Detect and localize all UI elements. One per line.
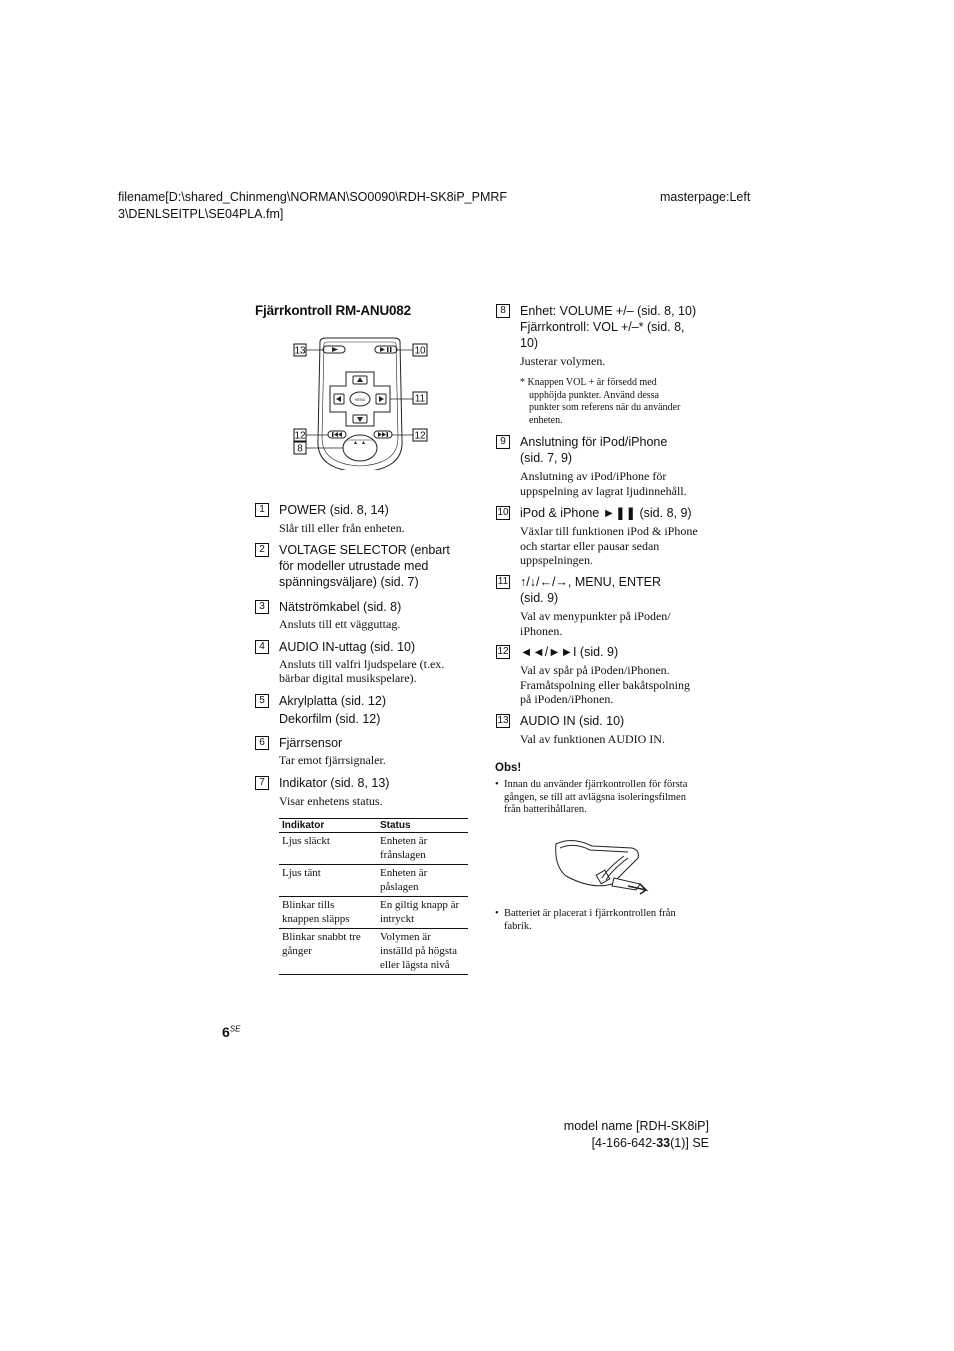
cell-line: frånslagen — [380, 849, 426, 861]
page-number-value: 6 — [222, 1024, 230, 1040]
item-label: Nätströmkabel (sid. 8) — [279, 600, 402, 614]
next-glyph — [378, 432, 388, 437]
notes-title: Obs! — [495, 762, 522, 774]
item-label: Indikator (sid. 8, 13) — [279, 776, 390, 790]
item-number: 7 — [255, 776, 269, 790]
table-row — [279, 865, 468, 897]
note-line: gången, se till att avlägsna isoleringsfilmen — [504, 791, 686, 803]
item-label-line: Dekorfilm (sid. 12) — [279, 712, 381, 726]
item-label-line: ↑/↓/←/→, MENU, ENTER — [520, 575, 661, 589]
item-label-line: Akrylplatta (sid. 12) — [279, 694, 386, 708]
footnote-line: punkter som referens när du använder — [529, 402, 681, 413]
cell-line: Enheten är — [380, 835, 428, 847]
table-cell — [377, 929, 468, 975]
item-label-line: (sid. 9) — [520, 591, 559, 605]
item-label: ◄◄/►►I (sid. 9) — [520, 645, 619, 659]
item-number: 12 — [497, 646, 509, 657]
cell-line: Enheten är — [380, 867, 428, 879]
cell-line: Blinkar tills — [282, 899, 335, 911]
indicator-table — [279, 818, 468, 975]
callout-8: 8 — [297, 443, 303, 455]
item-desc: och startar eller pausar sedan — [520, 538, 660, 553]
item-label-line: Enhet: VOLUME +/– (sid. 8, 10) — [520, 304, 697, 318]
item-desc: Slår till eller från enheten. — [279, 521, 405, 535]
cell-line: intryckt — [380, 913, 415, 925]
table-cell — [377, 865, 468, 897]
item-number: 6 — [255, 736, 269, 750]
table-row — [279, 897, 468, 929]
cell-line: En giltig knapp är — [380, 899, 460, 911]
item-number: 2 — [255, 543, 269, 557]
model-name: model name [RDH-SK8iP] — [563, 1119, 709, 1133]
item-label: AUDIO IN (sid. 10) — [520, 714, 625, 728]
callout-10: 10 — [414, 345, 426, 357]
item-desc: Val av funktionen AUDIO IN. — [520, 732, 665, 746]
play-pause-glyph — [380, 347, 392, 352]
left-arrow-glyph — [336, 396, 341, 402]
item-desc: Justerar volymen. — [520, 354, 606, 368]
item-desc: Ansluts till valfri ljudspelare (t.ex. — [279, 657, 445, 671]
cell-line: påslagen — [380, 881, 419, 893]
up-arrow-glyph — [357, 377, 363, 382]
item-desc: på iPoden/iPhonen. — [520, 692, 614, 706]
bullet-dot: • — [495, 779, 499, 790]
item-desc: Val av menypunkter på iPoden/ — [520, 609, 671, 623]
item-number: 11 — [497, 576, 509, 587]
table-cell — [279, 865, 377, 897]
item-number: 13 — [497, 715, 509, 726]
callout-12-left: 12 — [294, 430, 306, 442]
item-label: Fjärrsensor — [279, 736, 343, 750]
item-desc: Ansluts till ett vägguttag. — [279, 617, 401, 631]
model-code-pre: [4-166-642- — [591, 1136, 657, 1150]
remote-menu-label: MENU — [354, 398, 366, 402]
item-number: 5 — [255, 694, 269, 708]
remote-control-illustration — [280, 330, 440, 470]
item-desc: Växlar till funktionen iPod & iPhone — [520, 524, 698, 538]
item-desc: Anslutning av iPod/iPhone för — [520, 469, 667, 483]
model-code-post: (1)] SE — [670, 1136, 709, 1150]
callout-12-right: 12 — [414, 430, 426, 442]
filename-line-1: filename[D:\shared_Chinmeng\NORMAN\SO0090\RDH-SK8iP_PMRF — [118, 190, 508, 204]
note-line: fabrik. — [504, 920, 532, 932]
item-number: 8 — [496, 304, 510, 318]
cell-line: Blinkar snabbt tre — [282, 931, 361, 943]
previous-glyph — [332, 432, 342, 437]
table-cell — [377, 897, 468, 929]
page-number-suffix: SE — [229, 1024, 241, 1034]
item-label-line: Anslutning för iPod/iPhone — [520, 435, 668, 449]
table-cell — [279, 897, 377, 929]
page-number — [222, 1024, 240, 1040]
cell-line: Volymen är — [380, 931, 431, 943]
masterpage-label: masterpage:Left — [660, 190, 751, 204]
cell-line: inställd på högsta — [380, 945, 457, 957]
callout-11: 11 — [414, 393, 426, 405]
cell-line: eller lägsta nivå — [380, 959, 450, 971]
cell-line: Ljus tänt — [282, 867, 321, 879]
table-row — [279, 833, 468, 865]
callout-13: 13 — [294, 345, 306, 357]
table-header-row — [279, 819, 468, 833]
item-number: 1 — [255, 503, 269, 517]
filename-header — [118, 189, 507, 223]
insulation-film-illustration — [552, 838, 652, 898]
model-code-bold: 33 — [656, 1136, 671, 1150]
cell-line: knappen släpps — [282, 913, 350, 925]
item-label-line: (sid. 7, 9) — [520, 451, 573, 465]
table-cell — [279, 929, 377, 975]
item-label-line: 10) — [520, 336, 539, 350]
cell-line: gånger — [282, 945, 312, 957]
section-title: Fjärrkontroll RM-ANU082 — [255, 303, 411, 318]
item-label: POWER (sid. 8, 14) — [279, 503, 389, 517]
item-desc: uppspelningen. — [520, 553, 593, 567]
down-arrow-glyph — [357, 417, 363, 422]
model-code — [560, 1135, 709, 1152]
filename-line-2: 3\DENLSEITPL\SE04PLA.fm] — [118, 207, 284, 221]
item-desc: Framåtspolning eller bakåtspolning — [520, 677, 690, 692]
item-number: 3 — [255, 600, 269, 614]
item-label-line: spänningsväljare) (sid. 7) — [279, 575, 419, 589]
item-label-line: Fjärrkontroll: VOL +/–* (sid. 8, — [520, 320, 685, 334]
footnote-line: upphöjda punkter. Använd dessa — [529, 389, 659, 401]
item-label: AUDIO IN-uttag (sid. 10) — [279, 640, 416, 654]
item-number: 4 — [255, 640, 269, 654]
item-desc: Val av spår på iPoden/iPhonen. — [520, 663, 670, 677]
note-line: från batterihållaren. — [504, 804, 587, 815]
note-line: Innan du använder fjärrkontrollen för första — [504, 779, 688, 790]
model-footer — [560, 1118, 709, 1152]
audio-in-glyph — [332, 347, 338, 352]
table-cell — [279, 833, 377, 865]
vol-glyph — [354, 441, 365, 444]
bullet-dot: • — [495, 908, 499, 919]
cell-line: Ljus släckt — [282, 835, 330, 847]
note-line: Batteriet är placerat i fjärrkontrollen från — [504, 908, 676, 919]
table-header-indikator: Indikator — [279, 819, 377, 833]
item-desc: Visar enhetens status. — [279, 794, 383, 808]
right-arrow-glyph — [379, 396, 384, 402]
item-desc: Tar emot fjärrsignaler. — [279, 753, 386, 767]
table-header-status: Status — [377, 819, 468, 833]
item-number: 9 — [496, 435, 510, 449]
table-cell — [377, 833, 468, 865]
item-label-line: VOLTAGE SELECTOR (enbart — [279, 543, 450, 557]
footnote-line: * Knappen VOL + är försedd med — [520, 377, 657, 388]
item-label-line: för modeller utrustade med — [279, 559, 429, 573]
item-desc: uppspelning av lagrat ljudinnehåll. — [520, 483, 687, 498]
item-desc: iPhonen. — [520, 623, 563, 638]
item-desc: bärbar digital musikspelare). — [279, 671, 417, 685]
item-number: 10 — [497, 507, 509, 518]
footnote-line: enheten. — [529, 414, 563, 426]
item-label: iPod & iPhone ►❚❚ (sid. 8, 9) — [520, 506, 692, 520]
table-row — [279, 929, 468, 975]
